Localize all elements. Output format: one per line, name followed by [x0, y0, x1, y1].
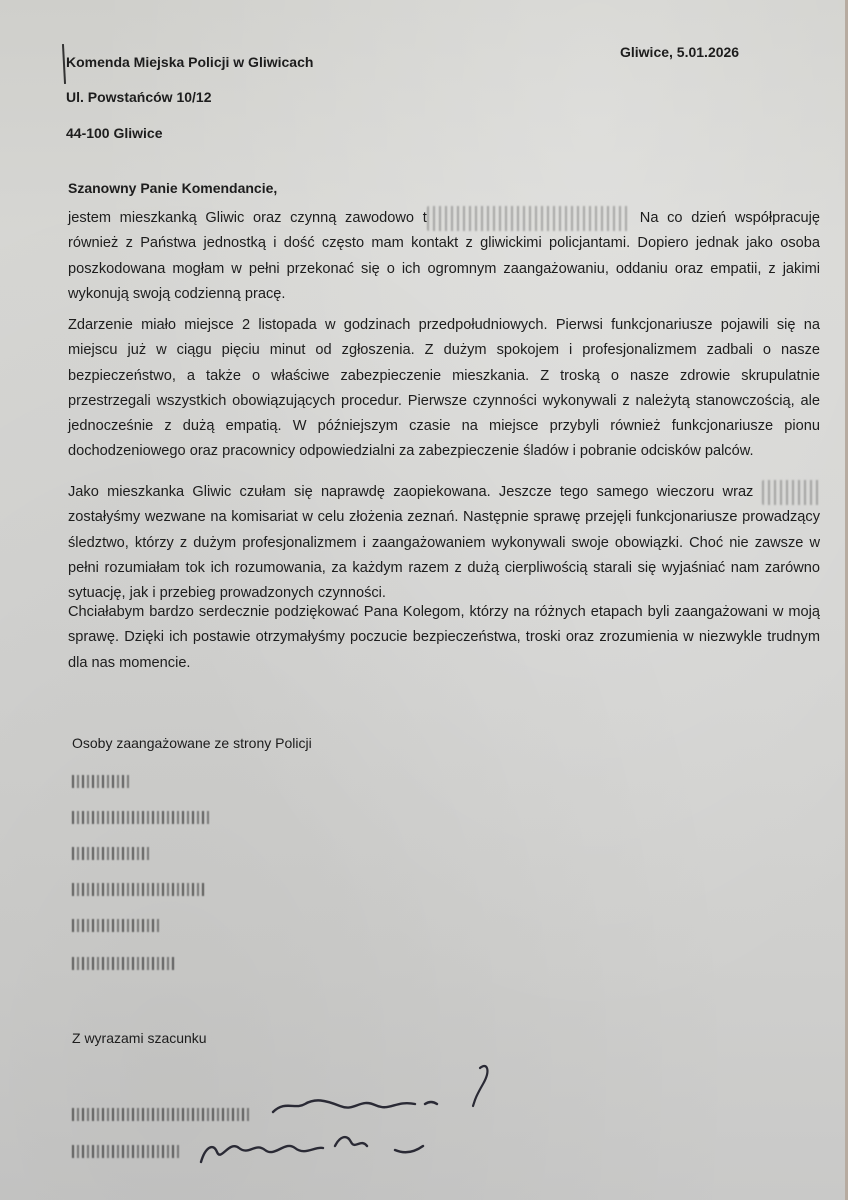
paragraph-text: Na co dzień współpracuję również z Państwa jednostką i dość często mam kontakt z gliwickimi policjantami. Dopiero jednak jako osoba poszkodowana mogłam w pełni przekonać się o ich ogromnym zaangażowaniu, oddaniu oraz empatii, z jakimi wykonują swoją codzienną pracę. — [68, 210, 820, 302]
redacted-text — [427, 206, 631, 231]
paragraph-1 — [68, 206, 820, 307]
officer-name-redacted — [72, 775, 132, 791]
handwritten-signature — [195, 1118, 445, 1168]
recipient-street: Ul. Powstańców 10/12 — [66, 89, 212, 105]
closing: Z wyrazami szacunku — [72, 1030, 207, 1046]
officer-name-redacted — [72, 883, 207, 899]
officers-heading: Osoby zaangażowane ze strony Policji — [72, 735, 312, 751]
officer-name-redacted — [72, 811, 212, 827]
officer-name-redacted — [72, 847, 152, 863]
paragraph-text: Jako mieszkanka Gliwic czułam się naprawdę zaopiekowana. Jeszcze tego samego wieczoru wraz — [68, 484, 762, 500]
paragraph-text: Zdarzenie miało miejsce 2 listopada w godzinach przedpołudniowych. Pierwsi funkcjonariusze pojawili się na miejscu już w ciągu pięciu minut od zgłoszenia. Z dużym spokojem i profesjonalizmem zadbali o nasze bezpieczeństwo, a także o właściwe zabezpieczenie mieszkania. Z troską o nasze zdrowie skrupulatnie przestrzegali wszystkich obowiązujących procedur. Pierwsze czynności wykonywali z należytą stanowczością, ale jednocześnie z dużą empatią. W późniejszym czasie na miejsce przybyli również funkcjonariusze pionu dochodzeniowego oraz pracownicy odpowiedzialni za zabezpieczenie śladów i pobranie odcisków palców. — [68, 317, 820, 460]
officer-name-redacted — [72, 919, 162, 935]
paragraph-4 — [68, 600, 820, 676]
paragraph-text: Chciałabym bardzo serdecznie podziękować Pana Kolegom, którzy na różnych etapach byli zaangażowani w moją sprawę. Dzięki ich postawie otrzymałyśmy poczucie bezpieczeństwa, troski oraz zrozumienia w niezwykle trudnym dla nas momencie. — [68, 604, 820, 671]
paragraph-text: zostałyśmy wezwane na komisariat w celu złożenia zeznań. Następnie sprawę przejęli funkcjonariusze prowadzący śledztwo, którzy z dużym profesjonalizmem i zaangażowaniem wykonywali swoje obowiązki. Choć nie zawsze w pełni rozumiałam tok ich rozumowania, za każdym razem z dużą cierpliwością starali się wyjaśniać nam zarówno sytuację, jak i przebieg prowadzonych czynności. — [68, 509, 820, 602]
redacted-text — [762, 480, 820, 505]
recipient-name: Komenda Miejska Policji w Gliwicach — [66, 54, 314, 70]
paragraph-text: jestem mieszkanką Gliwic oraz czynną zawodowo t — [68, 210, 427, 226]
signatory-name-redacted — [72, 1145, 182, 1161]
paragraph-2 — [68, 313, 820, 465]
handwritten-signature — [265, 1060, 495, 1120]
recipient-city: 44-100 Gliwice — [66, 125, 163, 141]
officer-name-redacted — [72, 957, 177, 973]
salutation: Szanowny Panie Komendancie, — [68, 180, 278, 196]
paragraph-3 — [68, 480, 820, 606]
place-date: Gliwice, 5.01.2026 — [620, 44, 740, 60]
